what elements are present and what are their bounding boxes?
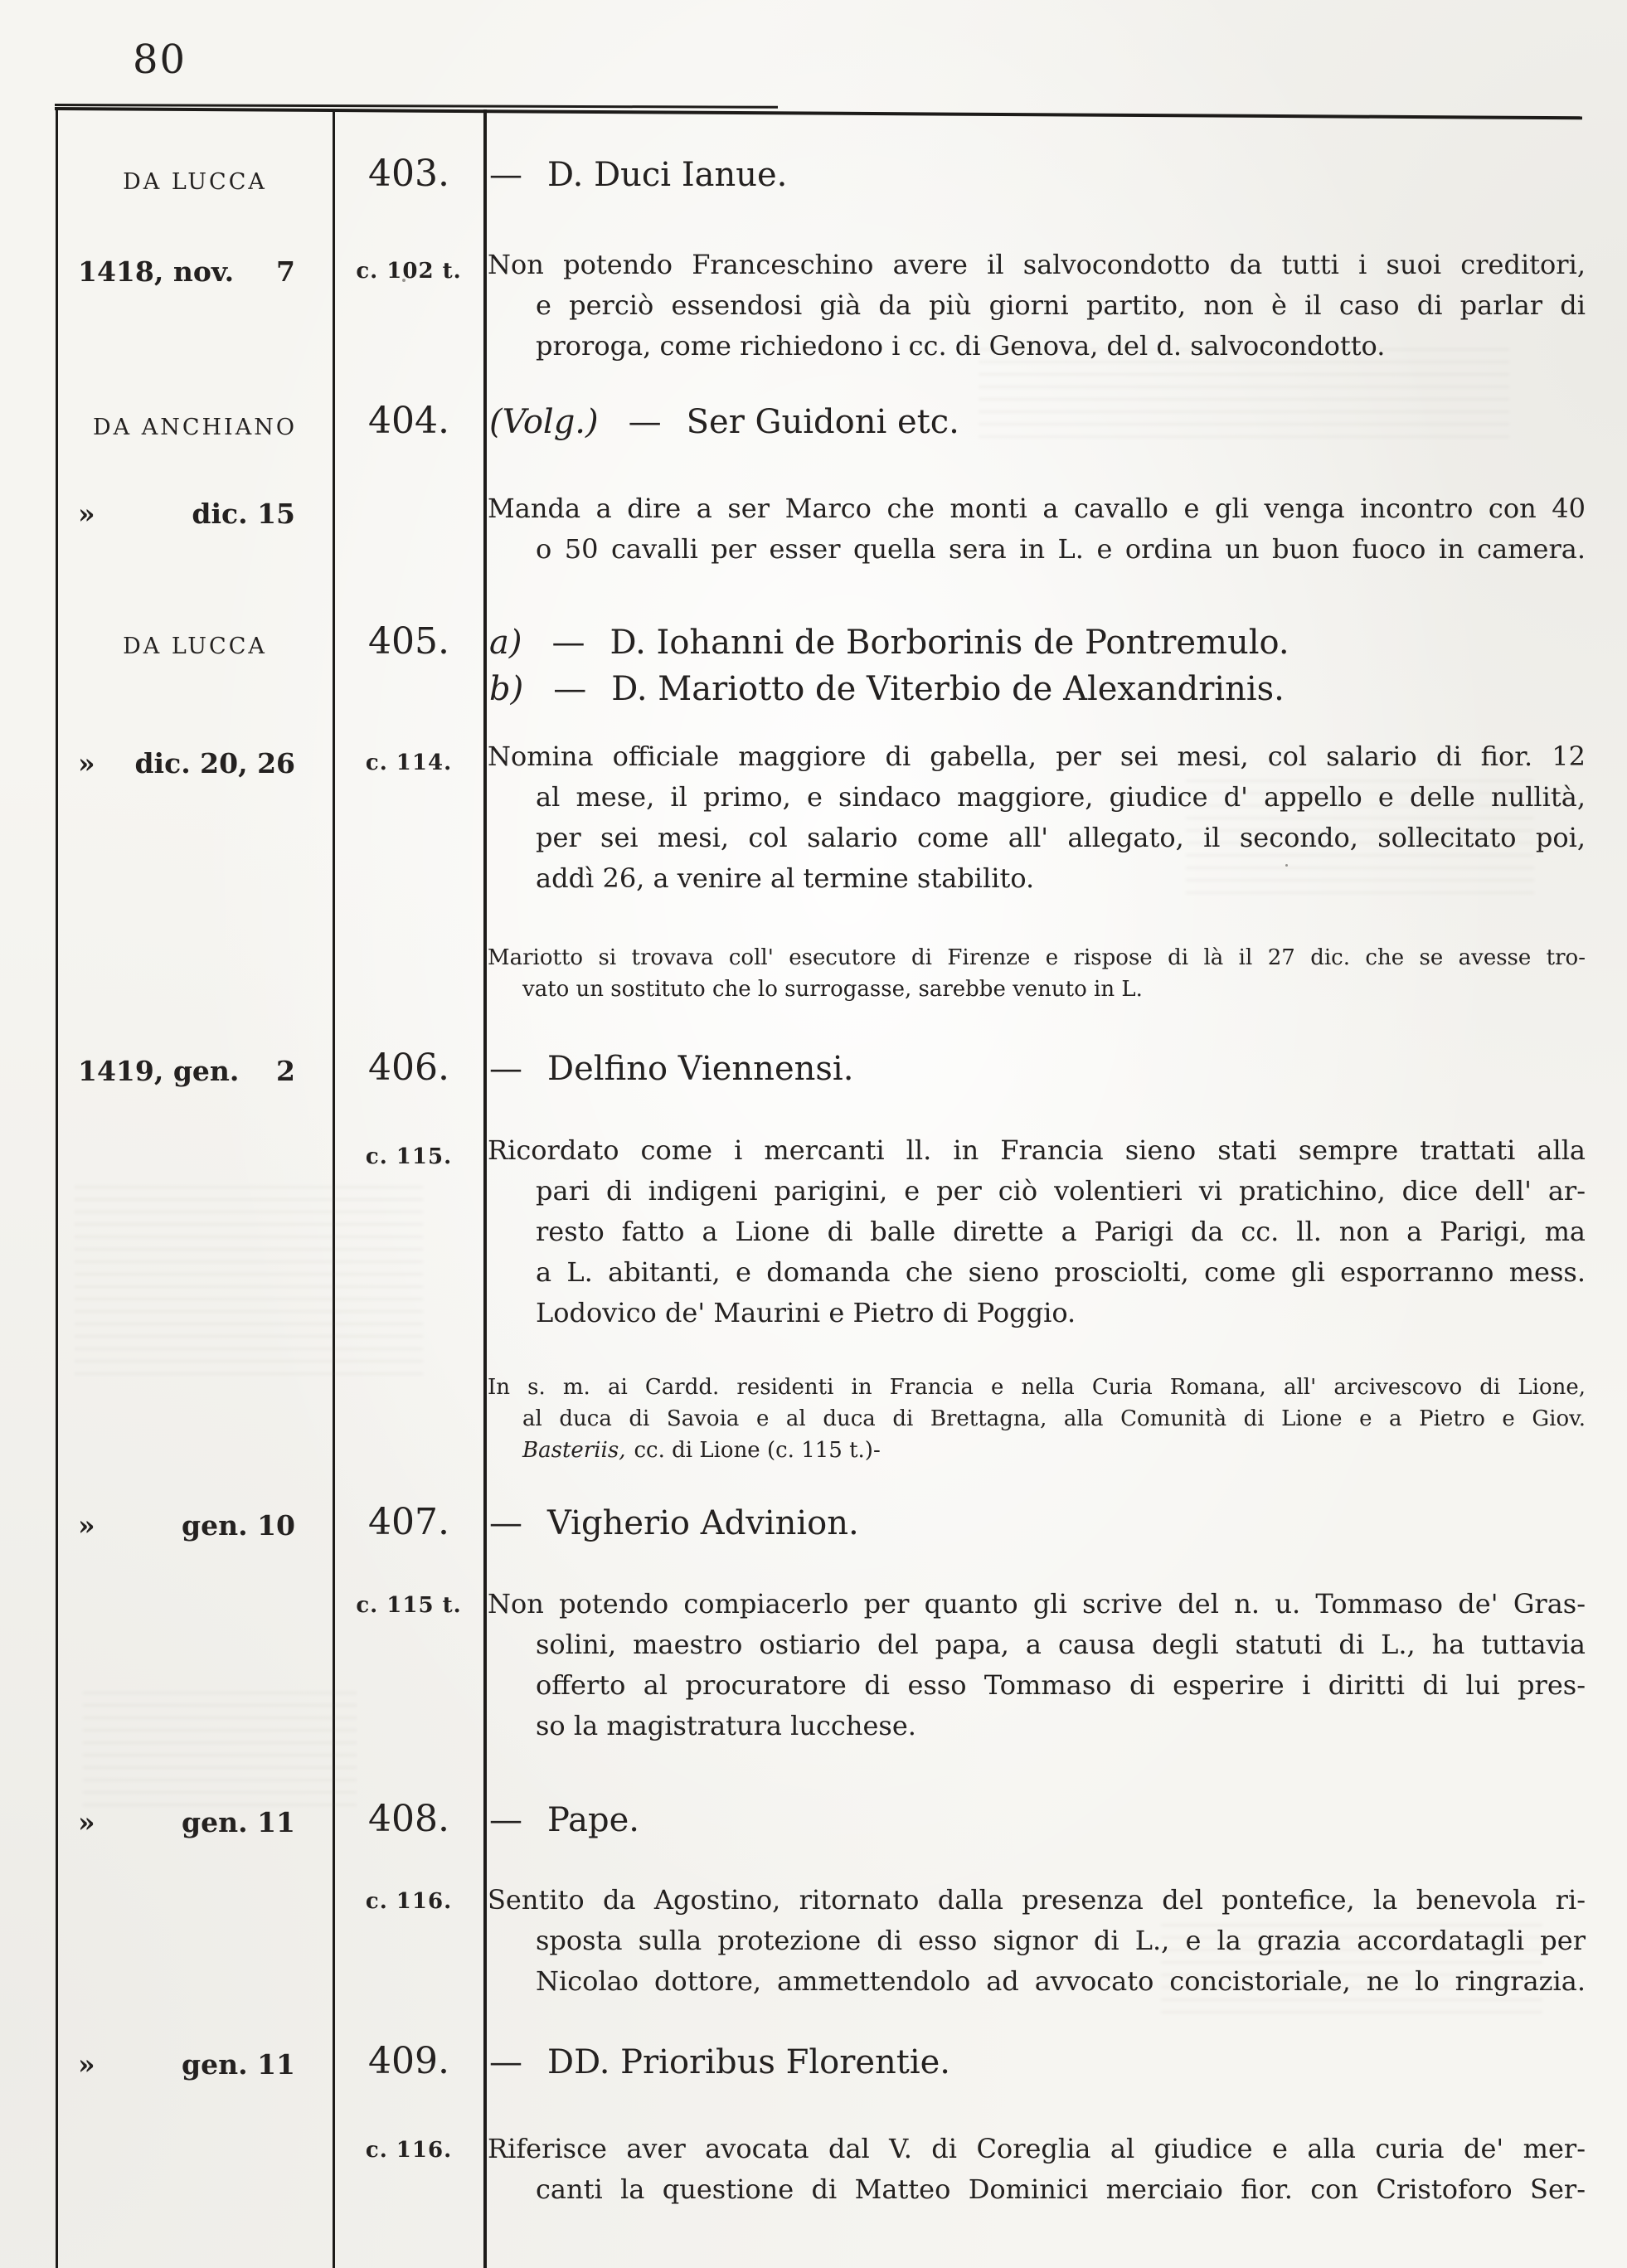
entry-title xyxy=(489,1801,639,1839)
title-text: DD. Prioribus Florentie. xyxy=(547,2043,951,2081)
entry-title xyxy=(489,156,787,194)
title-text: D. Mariotto de Viterbio de Alexandrinis. xyxy=(611,670,1285,708)
note-italic-lead: Basteriis, xyxy=(522,1438,626,1463)
title-text: D. Iohanni de Borborinis de Pontremulo. xyxy=(610,624,1289,662)
body-line: Riferisce aver avocata dal V. di Coreglia al giudice e alla curia de' mer- xyxy=(488,2133,1586,2164)
title-dash: — xyxy=(489,1050,522,1088)
title-dash: — xyxy=(489,1504,522,1542)
entry-title-a xyxy=(489,624,1289,662)
title-dash: — xyxy=(628,403,662,441)
place-label: DA ANCHIANO xyxy=(93,415,297,440)
body-line: solini, maestro ostiario del papa, a causa degli statuti di L., ha tuttavia xyxy=(536,1629,1586,1660)
note-line xyxy=(488,1375,1586,1400)
entry-date xyxy=(56,1806,333,1838)
folio-reference: c. 116. xyxy=(365,1889,453,1914)
date-day: gen. 11 xyxy=(182,1806,295,1838)
body-line: pari di indigeni parigini, e per ciò volentieri vi pratichino, dice dell' ar- xyxy=(536,1175,1586,1207)
note-text: vato un sostituto che lo surrogasse, sarebbe venuto in L. xyxy=(522,977,1143,1002)
title-text: Delfino Viennensi. xyxy=(547,1050,854,1088)
title-dash: — xyxy=(551,624,585,662)
body-line: resto fatto a Lione di balle dirette a Parigi da cc. ll. non a Parigi, ma xyxy=(536,1216,1586,1247)
folio-reference: c. 102 t. xyxy=(356,259,462,284)
body-line: so la magistratura lucchese. xyxy=(536,1710,916,1741)
entry-number: 405. xyxy=(368,620,449,663)
place-label: DA LUCCA xyxy=(123,169,267,195)
title-dash: — xyxy=(553,670,587,708)
title-item-letter: b) xyxy=(489,670,524,708)
body-line: Non potendo Franceschino avere il salvocondotto da tutti i suoi creditori, xyxy=(488,249,1586,280)
body-line: Manda a dire a ser Marco che monti a cavallo e gli venga incontro con 40 xyxy=(488,493,1586,524)
date-day: dic. 15 xyxy=(192,498,295,530)
note-text: In s. m. ai Cardd. residenti in Francia e nella Curia Romana, all' arcivescovo di Lione, xyxy=(488,1375,1586,1400)
entry-date xyxy=(56,1055,333,1087)
note-text: cc. di Lione (c. 115 t.)- xyxy=(634,1438,881,1463)
folio-reference: c. 115 t. xyxy=(356,1593,462,1618)
date-day: 2 xyxy=(276,1055,295,1087)
body-line: sposta sulla protezione di esso signor di L., e la grazia accordatagli per xyxy=(536,1925,1586,1956)
body-line: Sentito da Agostino, ritornato dalla presenza del pontefice, la benevola ri- xyxy=(488,1884,1586,1916)
date-year-month: 1418, nov. xyxy=(78,255,235,288)
note-line xyxy=(488,1438,1586,1463)
body-line: proroga, come richiedono i cc. di Genova, del d. salvocondotto. xyxy=(536,330,1386,362)
place-label: DA LUCCA xyxy=(123,634,267,659)
entry-title xyxy=(489,1504,859,1542)
entry-date xyxy=(56,498,333,530)
title-dash: — xyxy=(489,1801,522,1839)
body-line: per sei mesi, col salario come all' allegato, il secondo, sollecitato poi, xyxy=(536,822,1586,853)
entry-title xyxy=(489,1050,853,1088)
note-text: al duca di Savoia e al duca di Brettagna, alla Comunità di Lione e a Pietro e Giov. xyxy=(522,1406,1586,1431)
title-text: Pape. xyxy=(547,1801,639,1839)
date-year-month: 1419, gen. xyxy=(78,1055,240,1087)
body-line: Lodovico de' Maurini e Pietro di Poggio. xyxy=(536,1297,1076,1328)
date-ditto-mark: » xyxy=(78,498,95,530)
date-day: 7 xyxy=(276,255,295,288)
bleed-through-ghost xyxy=(979,348,1509,440)
body-line: addì 26, a venire al termine stabilito. xyxy=(536,862,1035,894)
title-text: D. Duci Ianue. xyxy=(547,156,788,194)
entry-number: 404. xyxy=(368,400,449,442)
body-line: a L. abitanti, e domanda che sieno prosciolti, come gli esporranno mess. xyxy=(536,1256,1586,1288)
folio-reference: c. 115. xyxy=(365,1144,453,1169)
note-line xyxy=(488,1406,1586,1431)
entry-number: 409. xyxy=(368,2040,449,2082)
body-line: Nomina officiale maggiore di gabella, per sei mesi, col salario di fior. 12 xyxy=(488,741,1586,772)
title-text: Vigherio Advinion. xyxy=(547,1504,859,1542)
date-day: dic. 20, 26 xyxy=(134,747,295,779)
body-line: Nicolao dottore, ammettendolo ad avvocato concistoriale, ne lo ringrazia. xyxy=(536,1965,1586,1997)
note-line xyxy=(488,945,1586,970)
title-text: Ser Guidoni etc. xyxy=(686,403,959,441)
body-line: Non potendo compiacerlo per quanto gli scrive del n. u. Tommaso de' Gras- xyxy=(488,1588,1586,1620)
page-number: 80 xyxy=(133,36,187,83)
entry-title-b xyxy=(489,670,1285,708)
entry-title xyxy=(489,2043,950,2081)
body-line: offerto al procuratore di esso Tommaso di esperire i diritti di lui pres- xyxy=(536,1669,1586,1701)
date-day: gen. 11 xyxy=(182,2048,295,2081)
body-line: al mese, il primo, e sindaco maggiore, giudice d' appello e delle nullità, xyxy=(536,781,1586,813)
title-item-letter: a) xyxy=(489,624,522,662)
folio-reference: c. 116. xyxy=(365,2138,453,2163)
date-day: gen. 10 xyxy=(182,1509,295,1542)
entry-title xyxy=(489,403,959,441)
date-ditto-mark: » xyxy=(78,747,95,779)
entry-number: 403. xyxy=(368,153,449,195)
entry-number: 407. xyxy=(368,1501,449,1543)
title-qualifier: (Volg.) xyxy=(489,403,599,441)
body-line: Ricordato come i mercanti ll. in Francia sieno stati sempre trattati alla xyxy=(488,1134,1586,1166)
entry-number: 406. xyxy=(368,1047,449,1089)
date-ditto-mark: » xyxy=(78,1806,95,1838)
entry-date xyxy=(56,747,333,779)
note-text: Mariotto si trovava coll' esecutore di Firenze e rispose di là il 27 dic. che se avesse tro- xyxy=(488,945,1586,970)
body-line: e perciò essendosi già da più giorni partito, non è il caso di parlar di xyxy=(536,289,1586,321)
title-dash: — xyxy=(489,156,522,194)
bleed-through-ghost xyxy=(75,1186,423,1377)
entry-date xyxy=(56,2048,333,2081)
body-line: o 50 cavalli per esser quella sera in L. e ordina un buon fuoco in camera. xyxy=(536,533,1586,565)
entry-date xyxy=(56,255,333,288)
date-ditto-mark: » xyxy=(78,2048,95,2081)
bleed-through-ghost xyxy=(83,1692,357,1808)
entry-date xyxy=(56,1509,333,1542)
folio-reference: c. 114. xyxy=(365,750,453,775)
body-line: canti la questione di Matteo Dominici merciaio fior. con Cristoforo Ser- xyxy=(536,2173,1586,2205)
entry-number: 408. xyxy=(368,1798,449,1840)
note-line xyxy=(488,977,1586,1002)
top-rule xyxy=(55,107,1582,119)
title-dash: — xyxy=(489,2043,522,2081)
date-ditto-mark: » xyxy=(78,1509,95,1542)
